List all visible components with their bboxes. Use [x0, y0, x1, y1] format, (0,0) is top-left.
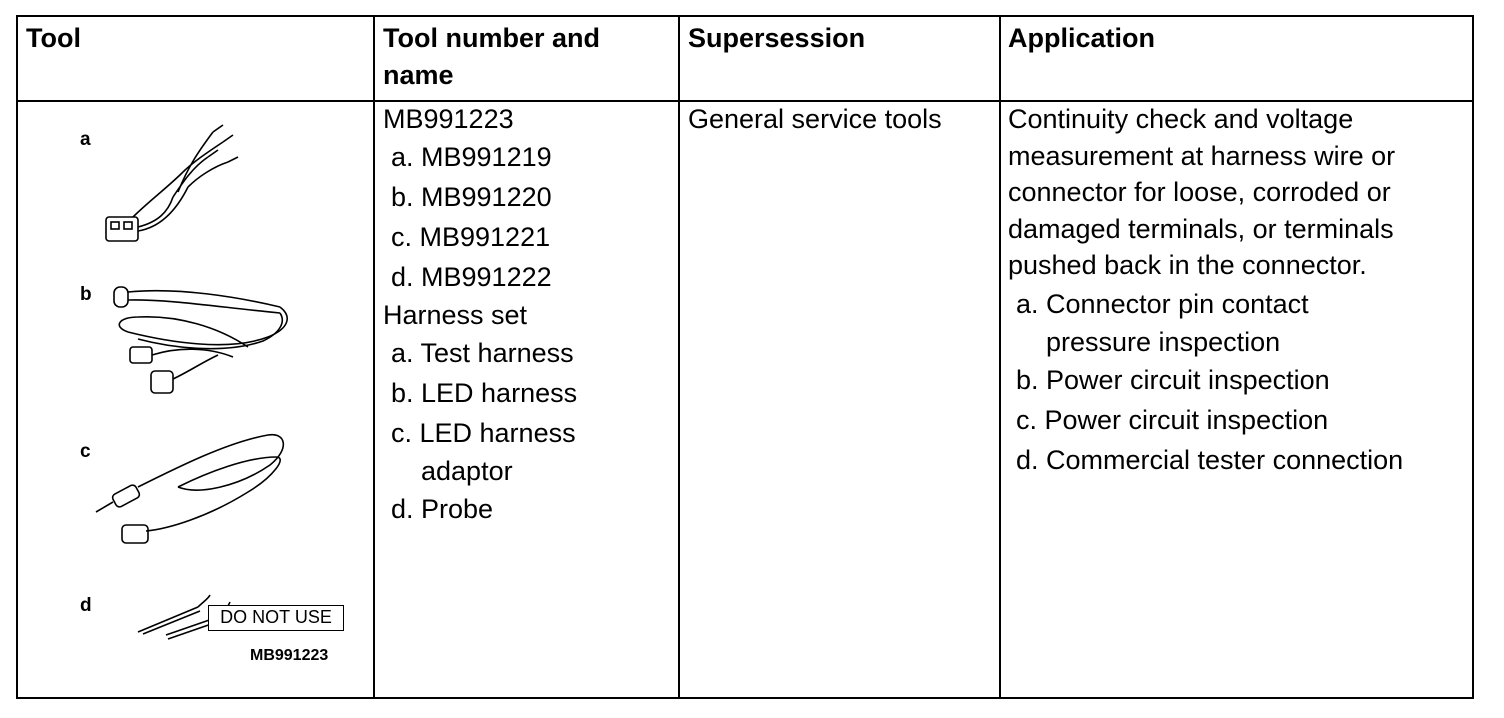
- harness-name-b: b. LED harness: [391, 378, 578, 408]
- tool-number-main: MB991223: [383, 104, 514, 134]
- tool-letter-a: a: [80, 129, 91, 150]
- column-divider: [373, 17, 375, 697]
- application-line: pushed back in the connector.: [1008, 250, 1367, 280]
- do-not-use-label: DO NOT USE: [208, 605, 344, 631]
- application-item-b: b. Power circuit inspection: [1016, 364, 1330, 395]
- harness-name-d: d. Probe: [391, 494, 494, 524]
- supersession-cell: General service tools: [688, 104, 942, 134]
- harness-set-label: Harness set: [383, 300, 528, 330]
- led-harness-illustration: [114, 287, 287, 393]
- header-tool-number-line2: name: [383, 60, 454, 90]
- header-tool: Tool: [26, 23, 81, 53]
- column-divider: [678, 17, 680, 697]
- harness-name-c: c. LED harness: [391, 418, 576, 448]
- tool-letter-d: d: [80, 595, 92, 616]
- test-harness-illustration: [106, 125, 238, 241]
- tool-number-cell: [383, 101, 577, 529]
- led-harness-adaptor-illustration: [96, 435, 283, 543]
- tool-illustrations: [18, 17, 373, 697]
- application-line: measurement at harness wire or: [1008, 140, 1396, 171]
- tool-table: [16, 15, 1474, 699]
- tool-part-a: a. MB991219: [391, 142, 552, 172]
- application-cell: [1008, 101, 1403, 480]
- application-line: damaged terminals, or terminals: [1008, 213, 1394, 244]
- application-item-a-continued: pressure inspection: [1046, 326, 1281, 357]
- header-tool-number: [383, 20, 600, 94]
- harness-name-a: a. Test harness: [391, 338, 574, 368]
- application-line: Continuity check and voltage: [1008, 104, 1354, 134]
- header-supersession: Supersession: [688, 23, 866, 53]
- column-divider: [999, 17, 1001, 697]
- tool-code-label: MB991223: [250, 647, 329, 664]
- application-line: connector for loose, corroded or: [1008, 177, 1391, 207]
- application-item-a: a. Connector pin contact: [1016, 288, 1309, 319]
- harness-name-c-continued: adaptor: [421, 456, 513, 486]
- header-application: Application: [1008, 23, 1155, 53]
- application-item-d: d. Commercial tester connection: [1016, 444, 1404, 475]
- tool-part-b: b. MB991220: [391, 182, 552, 212]
- header-tool-number-line1: Tool number and: [383, 23, 600, 53]
- tool-letter-b: b: [80, 284, 92, 305]
- tool-part-c: c. MB991221: [391, 222, 551, 252]
- tool-part-d: d. MB991222: [391, 262, 552, 292]
- tool-letter-c: c: [80, 441, 91, 462]
- application-item-c: c. Power circuit inspection: [1016, 404, 1329, 435]
